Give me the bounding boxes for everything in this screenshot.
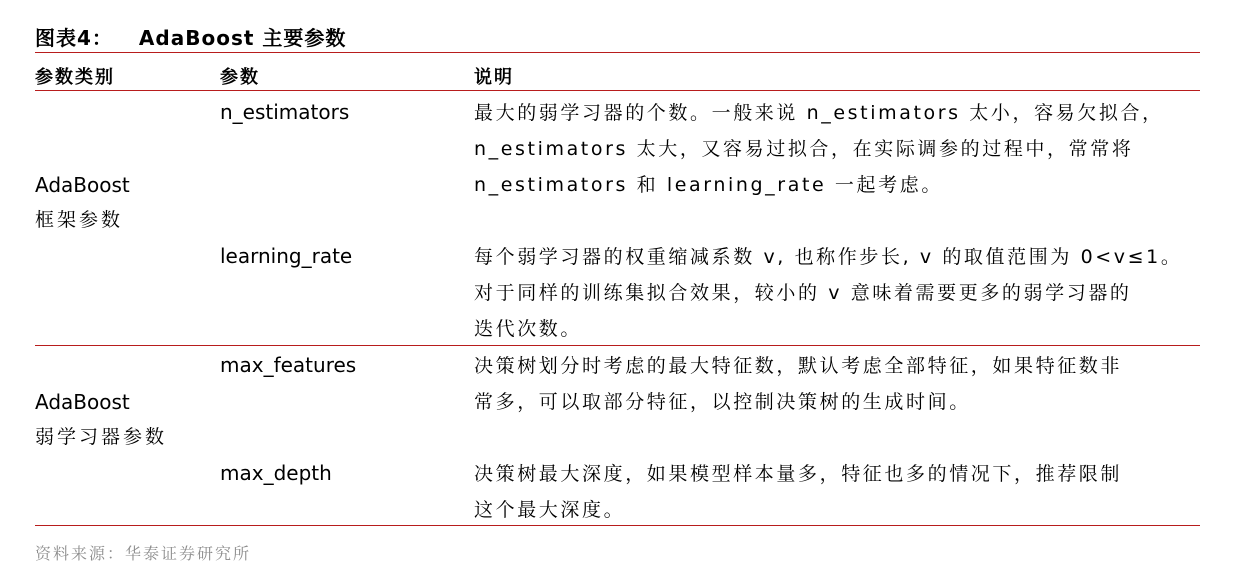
desc-line: 决策树划分时考虑的最大特征数，默认考虑全部特征，如果特征数非: [474, 355, 1123, 377]
param-max-depth: max_depth: [220, 461, 332, 485]
figure-title: [35, 22, 346, 51]
desc-line: 每个弱学习器的权重缩减系数 v, 也称作步长, v 的取值范围为 0<v≤1。: [474, 246, 1183, 268]
desc-learning-rate: [474, 239, 1182, 347]
category-framework: [35, 168, 130, 238]
category-name: AdaBoost: [35, 173, 130, 197]
group-divider-rule: [35, 345, 1200, 346]
desc-line: n_estimators 和 learning_rate 一起考虑。: [474, 174, 943, 196]
category-name: AdaBoost: [35, 390, 130, 414]
desc-line: 最大的弱学习器的个数。一般来说 n_estimators 太小，容易欠拟合，: [474, 102, 1164, 124]
figure-title-text: AdaBoost 主要参数: [138, 26, 347, 50]
desc-max-depth: [474, 456, 1122, 528]
category-weak-learner: [35, 385, 167, 455]
desc-line: 对于同样的训练集拟合效果，较小的 v 意味着需要更多的弱学习器的: [474, 282, 1132, 304]
source-note: 资料来源：华泰证券研究所: [35, 544, 252, 563]
header-category: 参数类别: [35, 67, 115, 88]
category-subtitle: 框架参数: [35, 209, 124, 231]
desc-line: n_estimators 太大，又容易过拟合，在实际调参的过程中，常常将: [474, 138, 1134, 160]
header-param: 参数: [220, 67, 260, 88]
desc-max-features: [474, 348, 1122, 420]
param-max-features: max_features: [220, 353, 357, 377]
table-bottom-rule: [35, 525, 1200, 526]
category-subtitle: 弱学习器参数: [35, 426, 168, 448]
param-n-estimators: n_estimators: [220, 100, 350, 124]
header-description: 说明: [474, 67, 514, 88]
header-rule: [35, 90, 1200, 91]
param-learning-rate: learning_rate: [220, 244, 353, 268]
desc-line: 这个最大深度。: [474, 499, 626, 521]
desc-line: 决策树最大深度，如果模型样本量多，特征也多的情况下，推荐限制: [474, 463, 1123, 485]
desc-line: 常多，可以取部分特征，以控制决策树的生成时间。: [474, 391, 971, 413]
table-top-rule: [35, 52, 1200, 53]
desc-n-estimators: [474, 95, 1164, 203]
desc-line: 迭代次数。: [474, 318, 583, 340]
figure-label: 图表4：: [35, 26, 113, 50]
